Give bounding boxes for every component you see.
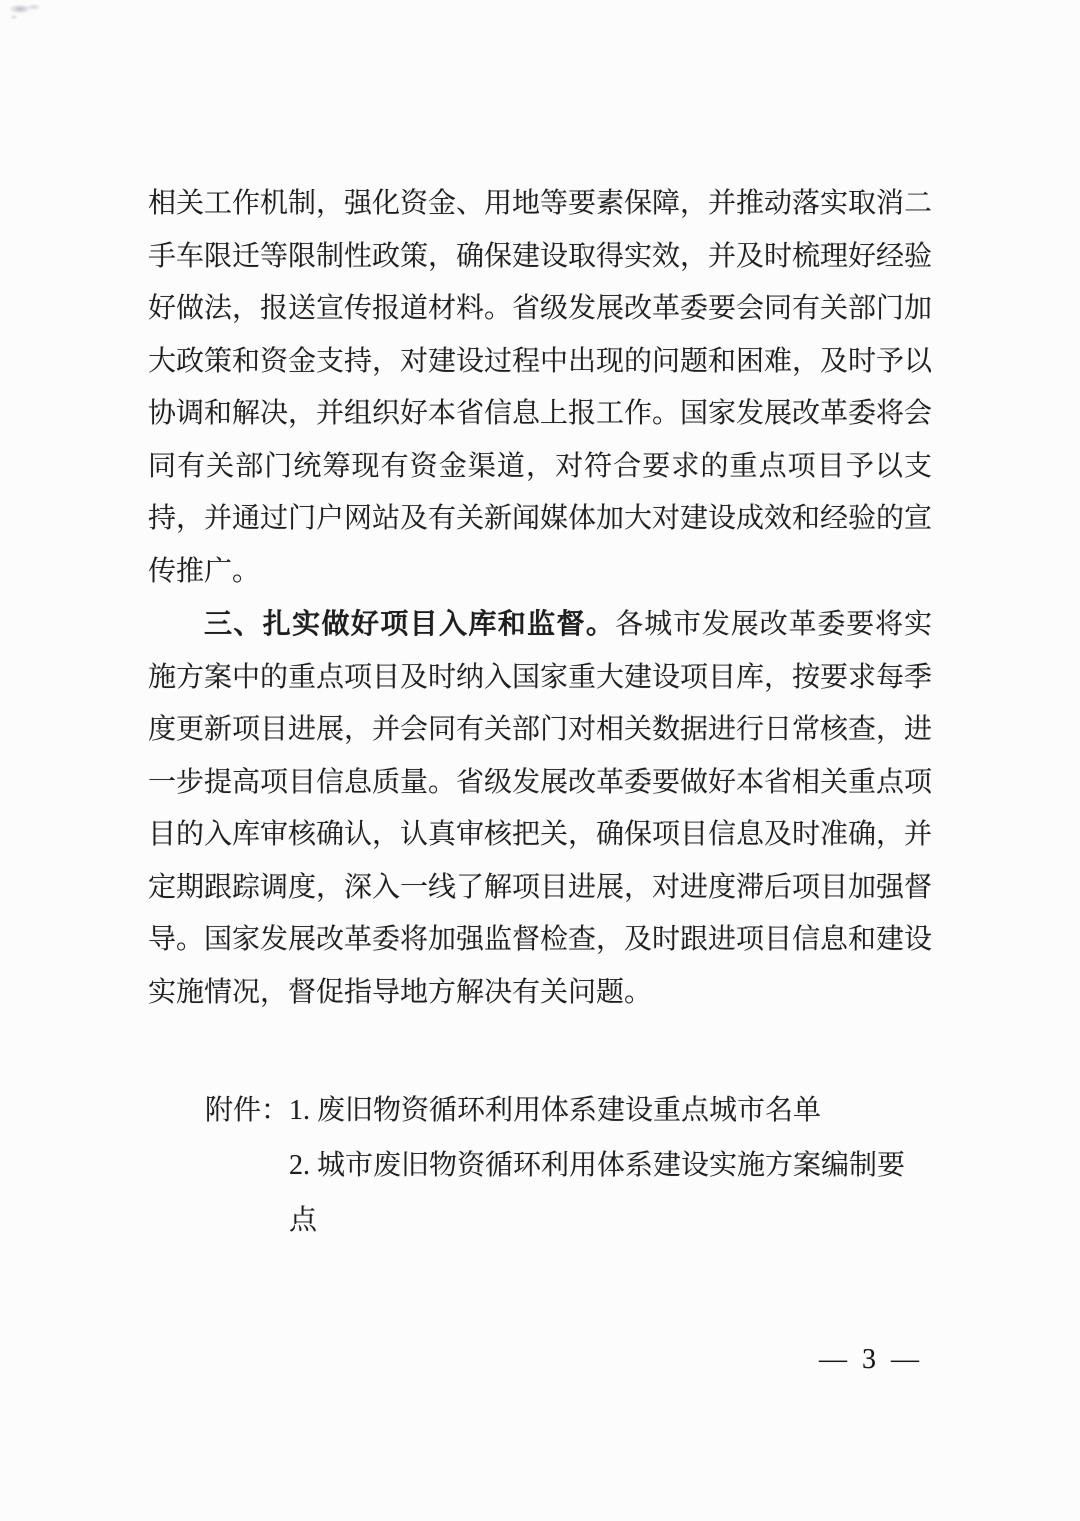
page-number: — 3 — <box>819 1344 923 1375</box>
attachment-item-2: 2. 城市废旧物资循环利用体系建设实施方案编制要点 <box>289 1150 906 1236</box>
section-paragraph <box>148 598 932 1019</box>
document-body <box>148 178 932 1248</box>
attachments-list <box>289 1083 932 1248</box>
paragraph-continuation: 相关工作机制，强化资金、用地等要素保障，并推动落实取消二手车限迁等限制性政策，确保建设取得实效，并及时梳理好经验好做法，报送宣传报道材料。省级发展改革委要会同有关部门加大政策和资金支持，对建设过程中出现的问题和困难，及时予以协调和解决，并组织好本省信息上报工作。国家发展改革委将会同有关部门统筹现有资金渠道，对符合要求的重点项目予以支持，并通过门户网站及有关新闻媒体加大对建设成效和经验的宣传推广。 <box>148 188 933 587</box>
attachments-block <box>148 1083 932 1248</box>
section-body: 各城市发展改革委要将实施方案中的重点项目及时纳入国家重大建设项目库，按要求每季度更新项目进展，并会同有关部门对相关数据进行日常核查，进一步提高项目信息质量。省级发展改革委要做好本省相关重点项目的入库审核确认，认真审核把关，确保项目信息及时准确，并定期跟踪调度，深入一线了解项目进展，对进度滞后项目加强督导。国家发展改革委将加强监督检查，及时跟进项目信息和建设实施情况，督促指导地方解决有关问题。 <box>148 609 933 1008</box>
scan-smudge-artifact <box>6 2 48 24</box>
attachments-label: 附件： <box>205 1095 290 1126</box>
section-heading: 三、扎实做好项目入库和监督。 <box>204 608 616 639</box>
attachment-item-1: 1. 废旧物资循环利用体系建设重点城市名单 <box>289 1095 822 1126</box>
